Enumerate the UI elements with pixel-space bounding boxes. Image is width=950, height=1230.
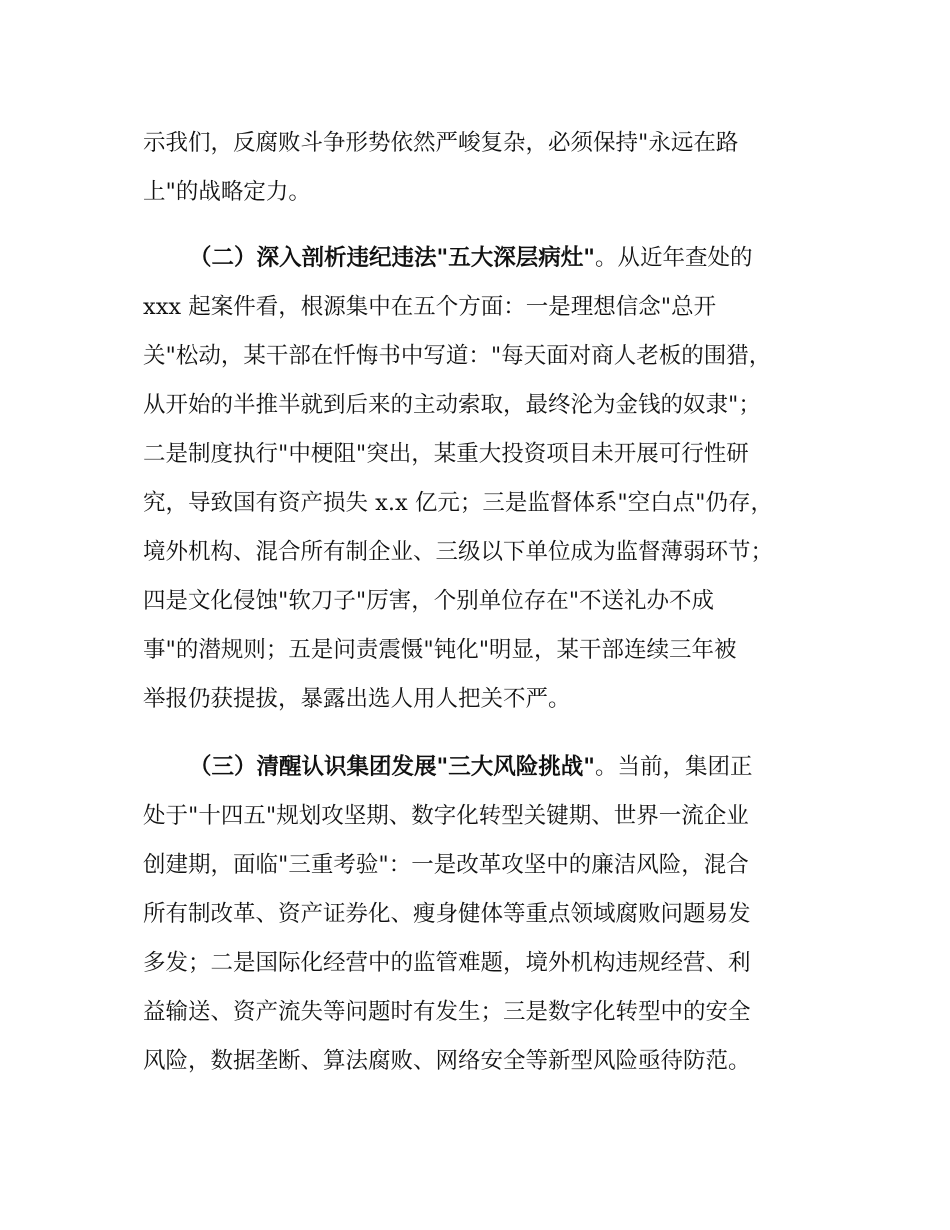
paragraph-2-line-6: 境外机构、混合所有制企业、三级以下单位成为监督薄弱环节； — [143, 539, 774, 565]
paragraph-2-heading-rest: 。从近年查处的 — [594, 245, 753, 271]
section-heading-2: （二）深入剖析违纪违法"五大深层病灶" — [189, 245, 595, 271]
paragraph-3-line-1: 处于"十四五"规划攻坚期、数字化转型关键期、世界一流企业 — [143, 803, 749, 829]
paragraph-2-first-line — [189, 243, 752, 273]
paragraph-1-line-1: 示我们，反腐败斗争形势依然严峻复杂，必须保持"永远在路 — [143, 130, 739, 156]
paragraph-2-line-1: xxx 起案件看，根源集中在五个方面：一是理想信念"总开 — [143, 294, 717, 320]
paragraph-3-line-4: 多发；二是国际化经营中的监管难题，境外机构违规经营、利 — [143, 950, 751, 976]
paragraph-3-line-6: 风险，数据垄断、算法腐败、网络安全等新型风险亟待防范。 — [143, 1048, 751, 1074]
paragraph-2-line-3: 从开始的半推半就到后来的主动索取，最终沦为金钱的奴隶"； — [143, 392, 761, 418]
paragraph-2-line-5: 究，导致国有资产损失 x.x 亿元；三是监督体系"空白点"仍存， — [143, 490, 774, 516]
paragraph-3-first-line — [189, 752, 752, 782]
paragraph-3-heading-rest: 。当前，集团正 — [594, 754, 753, 780]
paragraph-3-line-2: 创建期，面临"三重考验"：一是改革攻坚中的廉洁风险，混合 — [143, 852, 749, 878]
section-heading-3: （三）清醒认识集团发展"三大风险挑战" — [189, 754, 595, 780]
paragraph-3-line-3: 所有制改革、资产证券化、瘦身健体等重点领域腐败问题易发 — [143, 901, 751, 927]
paragraph-2-line-2: 关"松动，某干部在忏悔书中写道："每天面对商人老板的围猎， — [143, 343, 772, 369]
paragraph-2-line-8: 事"的潜规则；五是问责震慑"钝化"明显，某干部连续三年被 — [143, 637, 737, 663]
paragraph-3-line-5: 益输送、资产流失等问题时有发生；三是数字化转型中的安全 — [143, 999, 751, 1025]
paragraph-2-line-4: 二是制度执行"中梗阻"突出，某重大投资项目未开展可行性研 — [143, 441, 749, 467]
paragraph-2-line-7: 四是文化侵蚀"软刀子"厉害，个别单位存在"不送礼办不成 — [143, 588, 715, 614]
paragraph-1-line-2: 上"的战略定力。 — [143, 179, 311, 205]
paragraph-2-line-9: 举报仍获提拔，暴露出选人用人把关不严。 — [143, 686, 571, 712]
